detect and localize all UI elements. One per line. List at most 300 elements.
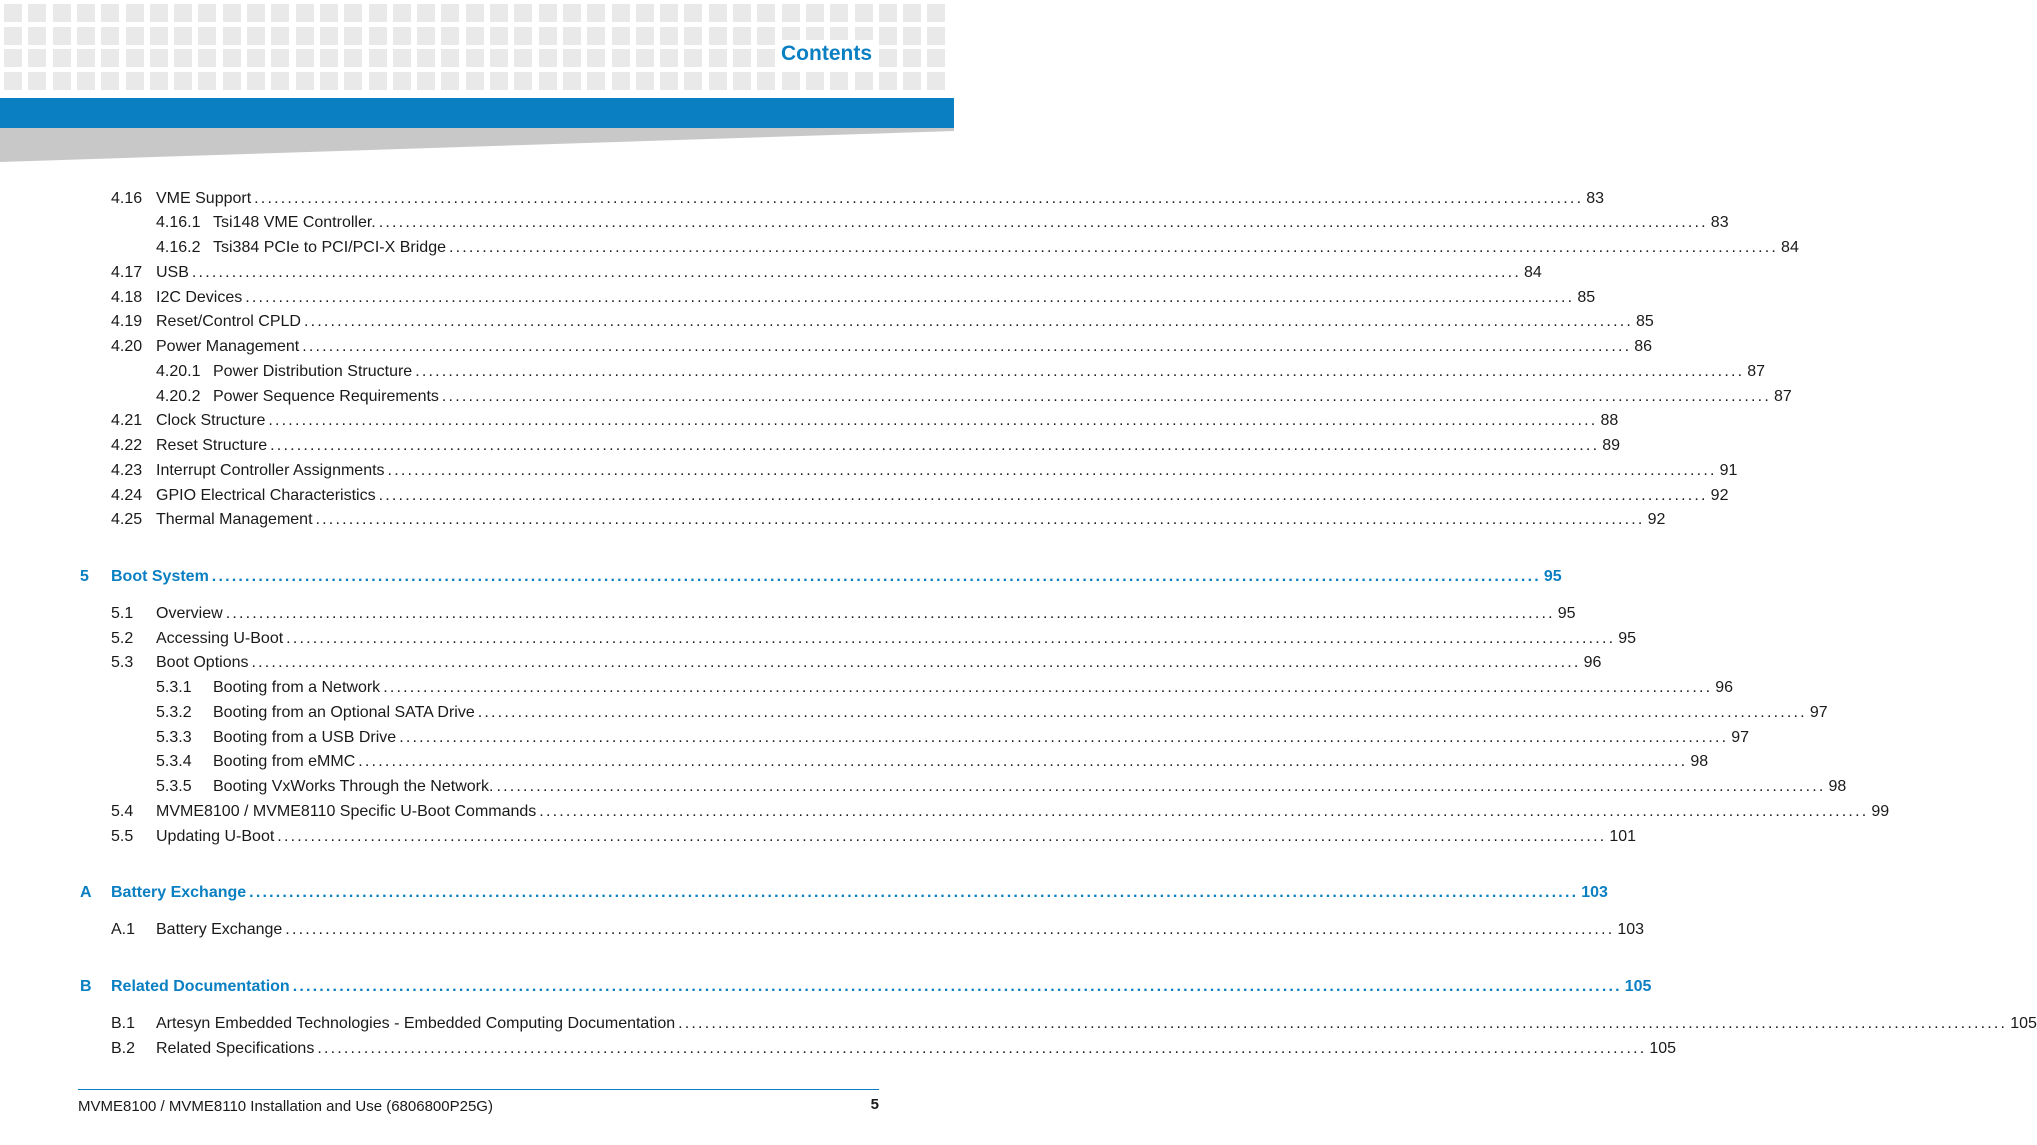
header-square [587, 4, 605, 22]
header-square [733, 72, 751, 90]
toc-chapter-entry[interactable] [80, 882, 1608, 904]
header-square [514, 4, 532, 22]
header-square [733, 49, 751, 67]
toc-number: B.2 [111, 1040, 136, 1057]
header-square [539, 49, 557, 67]
header-square [466, 72, 484, 90]
toc-leader-dots: ........................................................................................................................................................................................................ [415, 363, 1745, 380]
toc-label: Tsi384 PCIe to PCI/PCI-X Bridge [213, 239, 446, 256]
toc-page-number: 95 [1618, 630, 1637, 647]
header-square [879, 49, 897, 67]
toc-entry[interactable] [156, 386, 1792, 408]
header-square [296, 27, 314, 45]
header-square [441, 27, 459, 45]
toc-label: Booting from eMMC [213, 753, 356, 770]
header-square [684, 49, 702, 67]
toc-leader-dots: ........................................................................................................................................................................................................ [317, 1040, 1647, 1057]
toc-leader-dots: ........................................................................................................................................................................................................ [254, 190, 1584, 207]
toc-number: 5 [80, 568, 89, 585]
toc-label: Artesyn Embedded Technologies - Embedded Computing Documentation [156, 1015, 676, 1032]
toc-page-number: 86 [1634, 338, 1653, 355]
toc-label: Related Documentation [111, 978, 290, 995]
toc-number: 5.1 [111, 605, 134, 622]
toc-entry[interactable] [156, 776, 1847, 798]
toc-page-number: 85 [1636, 313, 1654, 330]
page-title: Contents [777, 40, 876, 68]
header-square [636, 27, 654, 45]
toc-entry[interactable] [111, 435, 1621, 457]
header-square [174, 4, 192, 22]
header-square [296, 72, 314, 90]
toc-label: Battery Exchange [156, 921, 283, 938]
header-square [28, 72, 46, 90]
header-square [77, 72, 95, 90]
header-square [830, 72, 848, 90]
toc-number: 5.3.4 [156, 753, 192, 770]
toc-page-number: 98 [1828, 778, 1847, 795]
header-square [903, 72, 921, 90]
header-square [733, 4, 751, 22]
header-square [660, 72, 678, 90]
toc-number: 5.3 [111, 654, 134, 671]
header-square [271, 4, 289, 22]
toc-page-number: 103 [1617, 921, 1645, 938]
header-square [879, 4, 897, 22]
header-square [223, 49, 241, 67]
header-square [53, 49, 71, 67]
header-square [53, 27, 71, 45]
toc-page-number: 95 [1557, 605, 1576, 622]
header-square [417, 72, 435, 90]
header-square [830, 4, 848, 22]
header-square [53, 72, 71, 90]
toc-label: Boot Options [156, 654, 249, 671]
header-square [393, 4, 411, 22]
header-square [806, 72, 824, 90]
toc-entry[interactable] [111, 628, 1637, 650]
header-square [757, 72, 775, 90]
header-square [660, 49, 678, 67]
toc-label: Reset/Control CPLD [156, 313, 301, 330]
toc-number: 4.23 [111, 462, 143, 479]
toc-page-number: 92 [1710, 487, 1729, 504]
header-square [369, 49, 387, 67]
toc-entry[interactable] [156, 702, 1828, 724]
toc-leader-dots: ........................................................................................................................................................................................................ [399, 729, 1729, 746]
header-square [126, 72, 144, 90]
toc-entry[interactable] [111, 652, 1602, 674]
toc-page-number: 96 [1715, 679, 1734, 696]
toc-number: 4.21 [111, 412, 143, 429]
header-square [587, 72, 605, 90]
header-square [417, 4, 435, 22]
header-square [466, 4, 484, 22]
header-wedge [0, 128, 954, 162]
toc-leader-dots: ........................................................................................................................................................................................................ [315, 511, 1645, 528]
toc-entry[interactable] [111, 311, 1654, 333]
toc-entry[interactable] [111, 336, 1653, 358]
toc-label: Thermal Management [156, 511, 313, 528]
header-square [539, 27, 557, 45]
toc-number: A [80, 884, 92, 901]
header-square [28, 27, 46, 45]
header-square [320, 4, 338, 22]
toc-entry[interactable] [156, 727, 1750, 749]
toc-label: Reset Structure [156, 437, 268, 454]
header-square [247, 49, 265, 67]
toc-label: Power Distribution Structure [213, 363, 413, 380]
header-square [77, 27, 95, 45]
header-square [296, 4, 314, 22]
header-square [757, 49, 775, 67]
header-square [927, 4, 945, 22]
header-square [344, 4, 362, 22]
toc-leader-dots: ........................................................................................................................................................................................................ [285, 921, 1615, 938]
toc-label: Tsi148 VME Controller. [213, 214, 376, 231]
toc-leader-dots: ........................................................................................................................................................................................................ [268, 412, 1598, 429]
toc-label: Battery Exchange [111, 884, 247, 901]
toc-page-number: 105 [1649, 1040, 1677, 1057]
header-square [441, 4, 459, 22]
header-square [441, 49, 459, 67]
header-square [198, 72, 216, 90]
toc-label: Clock Structure [156, 412, 266, 429]
toc-leader-dots: ........................................................................................................................................................................................................ [448, 239, 1779, 256]
toc-entry[interactable] [111, 188, 1605, 210]
header-square [150, 4, 168, 22]
toc-entry[interactable] [111, 410, 1619, 432]
header-square [77, 49, 95, 67]
header-square [806, 4, 824, 22]
toc-leader-dots: ........................................................................................................................................................................................................ [251, 654, 1581, 671]
header-square [612, 49, 630, 67]
header-square [247, 4, 265, 22]
toc-number: A.1 [111, 921, 136, 938]
header-square [490, 27, 508, 45]
header-square [4, 49, 22, 67]
toc-leader-dots: ........................................................................................................................................................................................................ [211, 568, 1541, 585]
toc-entry[interactable] [156, 361, 1766, 383]
toc-leader-dots: ........................................................................................................................................................................................................ [678, 1015, 2008, 1032]
toc-leader-dots: ........................................................................................................................................................................................................ [378, 214, 1708, 231]
toc-leader-dots: ........................................................................................................................................................................................................ [292, 978, 1622, 995]
header-square [320, 49, 338, 67]
header-square [490, 49, 508, 67]
header-square [101, 72, 119, 90]
toc-page-number: 84 [1781, 239, 1799, 256]
header-square [587, 49, 605, 67]
toc-number: 4.22 [111, 437, 143, 454]
header-band [0, 98, 954, 128]
header-square [126, 49, 144, 67]
toc-entry[interactable] [156, 751, 1709, 773]
header-square [441, 72, 459, 90]
toc-page-number: 87 [1747, 363, 1766, 380]
header-square [490, 4, 508, 22]
footer-page-number: 5 [870, 1096, 879, 1113]
toc-leader-dots: ........................................................................................................................................................................................................ [225, 605, 1555, 622]
header-square [563, 49, 581, 67]
toc-leader-dots: ........................................................................................................................................................................................................ [383, 679, 1713, 696]
header-square [101, 27, 119, 45]
header-square [879, 72, 897, 90]
toc-page-number: 96 [1583, 654, 1602, 671]
header-square [126, 4, 144, 22]
toc-number: 4.24 [111, 487, 143, 504]
toc-label: Overview [156, 605, 223, 622]
header-square [612, 4, 630, 22]
toc-leader-dots: ........................................................................................................................................................................................................ [387, 462, 1717, 479]
header-square [150, 72, 168, 90]
toc-leader-dots: ........................................................................................................................................................................................................ [496, 778, 1826, 795]
toc-page-number: 89 [1602, 437, 1621, 454]
header-square [174, 49, 192, 67]
toc-number: 5.4 [111, 803, 134, 820]
toc-label: VME Support [156, 190, 252, 207]
toc-number: 4.16.2 [156, 239, 201, 256]
toc-entry[interactable] [111, 485, 1729, 507]
toc-entry[interactable] [111, 1013, 2037, 1035]
toc-page-number: 103 [1581, 884, 1608, 901]
header-square [417, 49, 435, 67]
toc-label: Related Specifications [156, 1040, 315, 1057]
header-square [344, 27, 362, 45]
header-square [709, 49, 727, 67]
toc-label: Booting VxWorks Through the Network. [213, 778, 494, 795]
header-square [198, 4, 216, 22]
header-square [4, 4, 22, 22]
header-square [393, 27, 411, 45]
toc-entry[interactable] [111, 287, 1596, 309]
header-square [369, 4, 387, 22]
toc-number: B.1 [111, 1015, 136, 1032]
toc-number: 4.17 [111, 264, 143, 281]
toc-entry[interactable] [156, 212, 1729, 234]
footer-rule [78, 1089, 879, 1090]
toc-number: 4.20 [111, 338, 143, 355]
header-square [198, 27, 216, 45]
toc-page-number: 98 [1690, 753, 1709, 770]
header-square [563, 72, 581, 90]
header-square [757, 4, 775, 22]
header-square [223, 4, 241, 22]
toc-entry[interactable] [111, 801, 1890, 823]
toc-page-number: 105 [1624, 978, 1652, 995]
header-square [903, 4, 921, 22]
toc-label: Accessing U-Boot [156, 630, 284, 647]
header-square [782, 4, 800, 22]
header-square [684, 72, 702, 90]
header-square [320, 27, 338, 45]
toc-leader-dots: ........................................................................................................................................................................................................ [270, 437, 1600, 454]
toc-number: 5.2 [111, 630, 134, 647]
header-square [879, 27, 897, 45]
toc-leader-dots: ........................................................................................................................................................................................................ [477, 704, 1807, 721]
header-square [223, 72, 241, 90]
header-square [126, 27, 144, 45]
header-square [4, 27, 22, 45]
toc-leader-dots: ........................................................................................................................................................................................................ [441, 388, 1771, 405]
header-square [563, 27, 581, 45]
header-square [417, 27, 435, 45]
header-square [927, 72, 945, 90]
toc-number: 4.16 [111, 190, 143, 207]
toc-number: 5.3.1 [156, 679, 192, 696]
header-square [150, 27, 168, 45]
header-square [271, 49, 289, 67]
toc-leader-dots: ........................................................................................................................................................................................................ [303, 313, 1634, 330]
header-square [660, 4, 678, 22]
toc-page-number: 83 [1586, 190, 1605, 207]
toc-entry[interactable] [111, 826, 1637, 848]
header-square [466, 49, 484, 67]
header-square [271, 72, 289, 90]
header-square [757, 27, 775, 45]
toc-leader-dots: ........................................................................................................................................................................................................ [302, 338, 1632, 355]
toc-number: 5.3.2 [156, 704, 192, 721]
toc-page-number: 105 [2010, 1015, 2037, 1032]
toc-label: Booting from an Optional SATA Drive [213, 704, 475, 721]
toc-chapter-entry[interactable] [80, 976, 1652, 998]
toc-page-number: 92 [1647, 511, 1666, 528]
header-square [466, 27, 484, 45]
toc-leader-dots: ........................................................................................................................................................................................................ [358, 753, 1688, 770]
header-square [369, 72, 387, 90]
toc-page-number: 97 [1731, 729, 1750, 746]
toc-number: 4.19 [111, 313, 143, 330]
header-square [4, 72, 22, 90]
toc-leader-dots: ........................................................................................................................................................................................................ [539, 803, 1869, 820]
header-square [223, 27, 241, 45]
toc-number: 4.25 [111, 511, 143, 528]
header-square [369, 27, 387, 45]
toc-leader-dots: ........................................................................................................................................................................................................ [191, 264, 1521, 281]
header-square [320, 72, 338, 90]
toc-page-number: 101 [1609, 828, 1637, 845]
toc-label: Booting from a Network [213, 679, 381, 696]
header-square [927, 27, 945, 45]
header-square [514, 72, 532, 90]
header-square [101, 4, 119, 22]
toc-page-number: 85 [1577, 289, 1596, 306]
toc-page-number: 95 [1543, 568, 1562, 585]
header-square [344, 49, 362, 67]
header-square [150, 49, 168, 67]
toc-entry[interactable] [156, 677, 1734, 699]
header-square [636, 49, 654, 67]
toc-leader-dots: ........................................................................................................................................................................................................ [286, 630, 1616, 647]
header-square [660, 27, 678, 45]
header-square [782, 72, 800, 90]
toc-number: B [80, 978, 92, 995]
toc-number: 5.3.3 [156, 729, 192, 746]
header-square [636, 4, 654, 22]
toc-leader-dots: ........................................................................................................................................................................................................ [249, 884, 1579, 901]
toc-entry[interactable] [111, 460, 1738, 482]
toc-label: Updating U-Boot [156, 828, 275, 845]
toc-chapter-entry[interactable] [80, 566, 1562, 588]
toc-entry[interactable] [111, 603, 1576, 625]
header-square [514, 27, 532, 45]
toc-page-number: 99 [1871, 803, 1890, 820]
header-square [247, 72, 265, 90]
toc-number: 4.16.1 [156, 214, 201, 231]
toc-page-number: 87 [1773, 388, 1792, 405]
header-square [927, 49, 945, 67]
header-square [733, 27, 751, 45]
header-square [855, 72, 873, 90]
header-square [490, 72, 508, 90]
toc-entry[interactable] [111, 919, 1645, 941]
header-square [709, 72, 727, 90]
toc-label: I2C Devices [156, 289, 243, 306]
header-square [514, 49, 532, 67]
toc-entry[interactable] [111, 262, 1542, 284]
toc-label: Power Sequence Requirements [213, 388, 439, 405]
header-square [539, 4, 557, 22]
footer-doc-title: MVME8100 / MVME8110 Installation and Use (6806800P25G) [78, 1098, 493, 1115]
toc-label: Interrupt Controller Assignments [156, 462, 385, 479]
toc-label: Boot System [111, 568, 209, 585]
header-square [709, 4, 727, 22]
toc-label: MVME8100 / MVME8110 Specific U-Boot Commands [156, 803, 537, 820]
header-square [271, 27, 289, 45]
header-square [101, 49, 119, 67]
header-square [684, 4, 702, 22]
toc-leader-dots: ........................................................................................................................................................................................................ [378, 487, 1708, 504]
toc-entry[interactable] [111, 1038, 1677, 1060]
header-square [855, 4, 873, 22]
header-square [344, 72, 362, 90]
toc-number: 5.5 [111, 828, 134, 845]
header-square [393, 72, 411, 90]
header-square [53, 4, 71, 22]
toc-entry[interactable] [111, 509, 1666, 531]
toc-page-number: 84 [1523, 264, 1542, 281]
toc-label: Power Management [156, 338, 300, 355]
toc-label: GPIO Electrical Characteristics [156, 487, 376, 504]
header-square [28, 4, 46, 22]
toc-number: 4.18 [111, 289, 143, 306]
header-square [198, 49, 216, 67]
header-square [684, 27, 702, 45]
header-square [612, 72, 630, 90]
toc-number: 4.20.2 [156, 388, 201, 405]
header-square [563, 4, 581, 22]
header-square [174, 72, 192, 90]
header-square [77, 4, 95, 22]
toc-page-number: 97 [1809, 704, 1828, 721]
toc-page-number: 88 [1600, 412, 1619, 429]
toc-label: Booting from a USB Drive [213, 729, 397, 746]
header-square [903, 27, 921, 45]
toc-leader-dots: ........................................................................................................................................................................................................ [277, 828, 1607, 845]
header-square [539, 72, 557, 90]
header-square [174, 27, 192, 45]
header-square [587, 27, 605, 45]
toc-number: 4.20.1 [156, 363, 201, 380]
toc-page-number: 83 [1710, 214, 1729, 231]
header-square [247, 27, 265, 45]
toc-entry[interactable] [156, 237, 1799, 259]
toc-number: 5.3.5 [156, 778, 192, 795]
header-square [636, 72, 654, 90]
header-square [296, 49, 314, 67]
header-square [709, 27, 727, 45]
toc-label: USB [156, 264, 189, 281]
header-square [393, 49, 411, 67]
toc-page-number: 91 [1719, 462, 1738, 479]
